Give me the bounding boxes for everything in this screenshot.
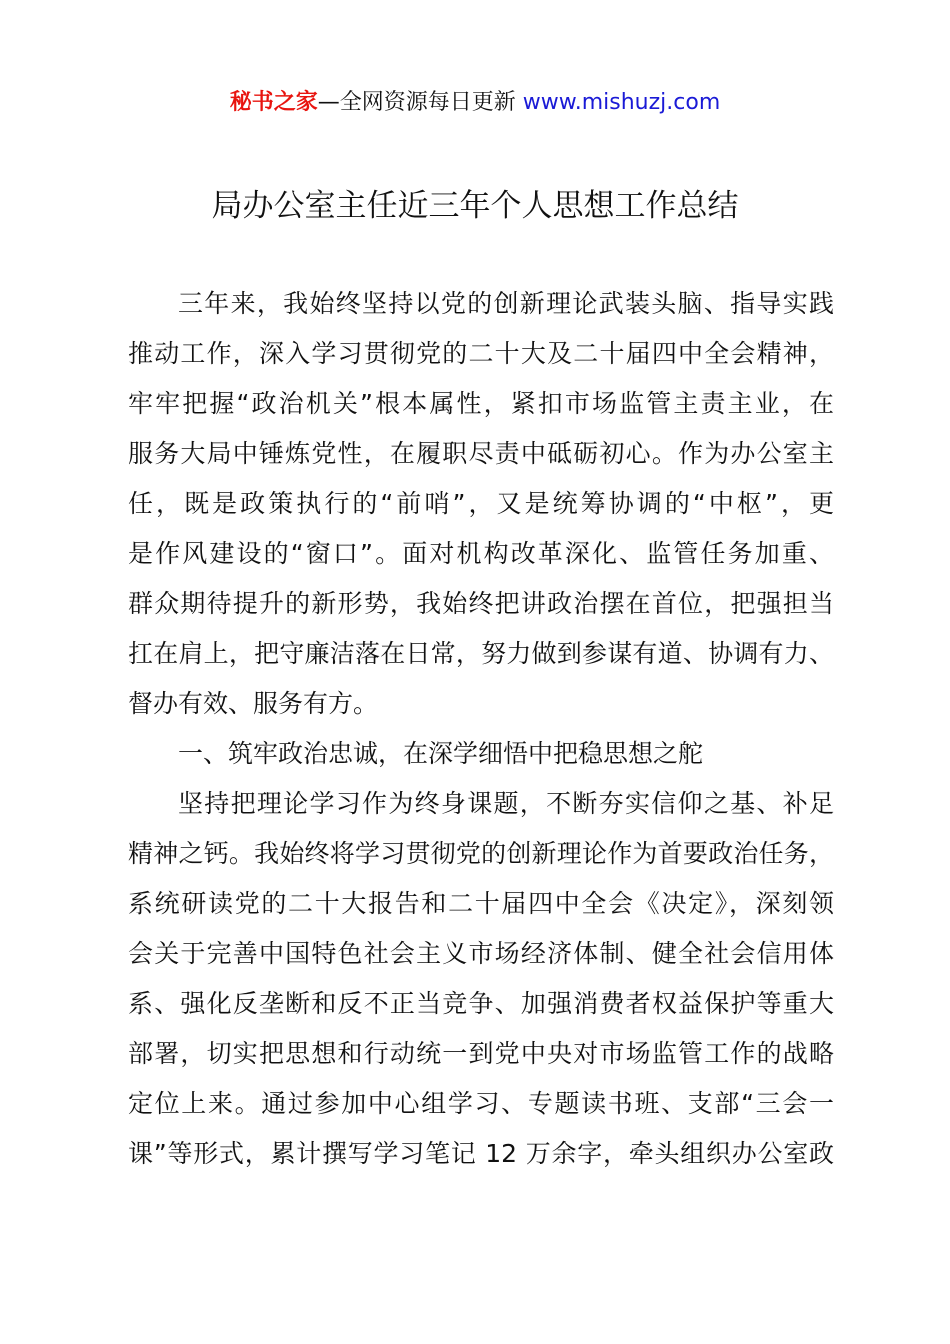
paragraph-line: 定位上来。通过参加中心组学习、专题读书班、支部“三会一 [128,1089,834,1118]
paragraph-line: 督办有效、服务有方。 [128,689,379,718]
document-title: 局办公室主任近三年个人思想工作总结 [211,188,739,224]
paragraph-line: 服务大局中锤炼党性，在履职尽责中砥砺初心。作为办公室主 [128,439,834,468]
paragraph-line: 系、强化反垄断和反不正当竞争、加强消费者权益保护等重大 [128,989,834,1018]
section-heading: 一、筑牢政治忠诚，在深学细悟中把稳思想之舵 [178,739,704,768]
paragraph-line: 任，既是政策执行的“前哨”，又是统筹协调的“中枢”，更 [128,489,834,518]
site-header [0,88,950,118]
paragraph-line: 群众期待提升的新形势，我始终把讲政治摆在首位，把强担当 [128,589,834,618]
paragraph-line: 牢牢把握“政治机关”根本属性，紧扣市场监管主责主业，在 [128,389,834,418]
paragraph-line: 精神之钙。我始终将学习贯彻党的创新理论作为首要政治任务， [128,839,834,868]
paragraph-line: 是作风建设的“窗口”。面对机构改革深化、监管任务加重、 [128,539,834,568]
paragraph-line: 推动工作，深入学习贯彻党的二十大及二十届四中全会精神， [128,339,834,368]
site-tagline: —全网资源每日更新 [317,90,516,115]
site-brand: 秘书之家 [229,90,318,115]
paragraph-line: 系统研读党的二十大报告和二十届四中全会《决定》，深刻领 [128,889,834,918]
document-body [128,279,834,1179]
site-url-link[interactable]: www.mishuzj.com [522,90,721,115]
paragraph-line: 会关于完善中国特色社会主义市场经济体制、健全社会信用体 [128,939,834,968]
paragraph-line: 部署，切实把思想和行动统一到党中央对市场监管工作的战略 [128,1039,834,1068]
paragraph-line: 课”等形式，累计撰写学习笔记 12 万余字，牵头组织办公室政 [128,1139,834,1168]
paragraph-line: 扛在肩上，把守廉洁落在日常，努力做到参谋有道、协调有力、 [128,639,834,668]
paragraph-line: 坚持把理论学习作为终身课题，不断夯实信仰之基、补足 [178,789,834,818]
paragraph-line: 三年来，我始终坚持以党的创新理论武装头脑、指导实践 [178,289,834,318]
